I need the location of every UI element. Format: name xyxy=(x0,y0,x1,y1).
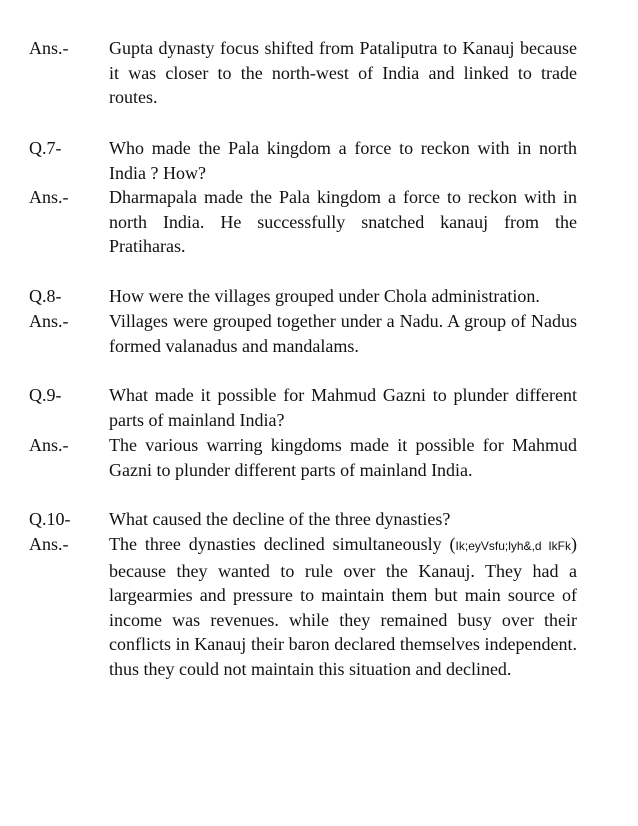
answer-label: Ans.- xyxy=(29,534,69,554)
hindi-gloss: Ik;eyVsfu;lyh&,d IkFk xyxy=(455,539,571,553)
answer-label: Ans.- xyxy=(29,187,69,207)
answer-text: Dharmapala made the Pala kingdom a force to reckon with in north India. He successfully snatched kanauj from the Pratiharas. xyxy=(109,187,577,257)
answer-text: The various warring kingdoms made it possible for Mahmud Gazni to plunder different parts of mainland India. xyxy=(109,435,577,480)
question-text: What caused the decline of the three dynasties? xyxy=(109,509,451,529)
answer-label: Ans.- xyxy=(29,435,69,455)
answer-text xyxy=(109,532,577,682)
answer-text: Gupta dynasty focus shifted from Pataliputra to Kanauj because it was closer to the north-west of India and linked to trade routes. xyxy=(109,38,577,108)
answer-text: Villages were grouped together under a Nadu. A group of Nadus formed valanadus and mandalams. xyxy=(109,311,577,356)
question-label: Q.7- xyxy=(29,138,62,158)
answer-text-rest: ) because they wanted to rule over the Kanauj. They had a largearmies and pressure to maintain them but main source of income was revenues. while they remained busy over their conflicts in Kanauj their baron declared themselves independent. thus they could not maintain this situation and declined. xyxy=(109,534,577,679)
answer-label: Ans.- xyxy=(29,38,69,58)
question-label: Q.8- xyxy=(29,286,62,306)
question-label: Q.10- xyxy=(29,509,71,529)
question-text: What made it possible for Mahmud Gazni to plunder different parts of mainland India? xyxy=(109,385,577,430)
question-label: Q.9- xyxy=(29,385,62,405)
question-text: How were the villages grouped under Chola administration. xyxy=(109,286,540,306)
answer-label: Ans.- xyxy=(29,311,69,331)
answer-text-start: The three dynasties declined simultaneously ( xyxy=(109,534,456,554)
question-text: Who made the Pala kingdom a force to reckon with in north India ? How? xyxy=(109,138,577,183)
